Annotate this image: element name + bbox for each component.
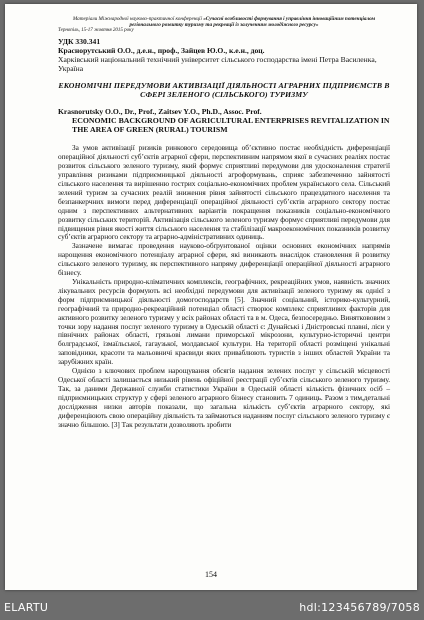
paragraph: Зазначене вимагає проведення науково-обґрунтованої оцінки основних економічних напрямів нарощення економічного потенціалу аграрної сфери, які виникають внаслідок становлення й розвитку сільського зеленого туризму, як перспективного напряму диференціації операційної діяльності аграрного бізнесу. (58, 241, 390, 278)
page-content (58, 16, 390, 429)
title-ua: ЕКОНОМІЧНІ ПЕРЕДУМОВИ АКТИВІЗАЦІЇ ДІЯЛЬНОСТІ АГРАРНИХ ПІДПРИЄМСТВ В СФЕРІ ЗЕЛЕНОГО (СІЛЬСЬКОГО) ТУРИЗМУ (58, 81, 390, 100)
paragraph: Унікальність природно-кліматичних комплексів, географічних, рекреаційних умов, наявність значних лікувальних ресурсів формують всі необхідні передумови для активізації зеленого туризму як однієї з форм підприємницької діяльності домогосподарств [5]. Значний соціальний, історико-культурний, географічний та природно-рекреаційний потенціал області створює комплекс сприятливих факторів для активного розвитку зеленого туризму у всіх районах області та в м. Одеса, безпосередньо. Виняткововим з точки зору надання послуг зеленого туризму в Одеській області є: Дунайські і Дністровські плавні, ліси у північних районах області, грязьові лимани приморської мікрозони, культурно-історичні центри болградської, ізмаїльської, гагаузької, молдавської культури. На території області розміщені унікальні заповідники, красоти та мальовничі краєвиди яких приваблюють туристів з інших областей України та зарубіжних країн. (58, 277, 390, 367)
authors-ua: Краснорутський О.О., д.е.н., проф., Зайцев Ю.О., к.е.н., доц. (58, 46, 265, 56)
title-en: ECONOMIC BACKGROUND OF AGRICULTURAL ENTERPRISES REVITALIZATION IN THE AREA OF GREEN (RURAL) TOURISM (72, 116, 390, 135)
page-number: 154 (205, 570, 217, 579)
conference-header (58, 16, 390, 28)
header-line1-prefix: Матеріали Міжнародної науково-практичної конференції (72, 16, 202, 22)
body-text (58, 144, 390, 429)
header-line1-bold: «Сучасні особливості формування і управління (203, 16, 312, 22)
repository-label: ELARTU (4, 601, 49, 614)
udk-code: УДК 330.341 (58, 37, 101, 47)
paragraph: За умов активізації ризиків ринкового середовища об’єктивно постає необхідність диференціації операційної діяльності суб’єктів аграрної сфери, перспективним напрямом якої в сучасних реаліях постає розвиток сільського зеленого туризму, який формує сприятливі передумови для удосконалення стратегії управління ризиками підприємницької діяльності агроформувань, сприяє забезпеченню зайнятості сільського населення та вирішенню гострих соціально-економічних проблем українського села. Сільський зелений туризм за сучасних реалій зниження рівня зайнятості сільського працездатного населення та безпанкерчних вимоги перед диференціації операційної діяльності суб’єктів аграрного сектору постає одним з перспективних альтернативних варіантів покращення показників соціально-економічного розвитку сільських територій. Активізація сільського зеленого туризму формує сприятливі передумови для підвищення рівня якості життя сільського населення та стабілізації макроекономічних показників розвитку суб’єктів аграрного сектору та аграрно-адміністративних одиниць. (58, 143, 390, 242)
header-line2-bold: інноваційним потенціалом регіонального розвитку туризму та рекреації із залученням молодіжного ресурсу» (129, 16, 376, 29)
conference-date: Тернопіль, 15-17 жовтня 2015 року (58, 28, 134, 34)
handle-identifier: hdl:123456789/7058 (299, 601, 420, 614)
authors-en: Krasnorutskу O.O., Dr., Prof., Zaitsev Y.O., Ph.D., Assoc. Prof. (58, 107, 262, 117)
document-page (5, 4, 417, 590)
paragraph: Однією з ключових проблем нарощування обсягів надання зелених послуг у сільській місцевості Одеської області залишається низький рівень офіційної реєстрації суб’єктів сільського зеленого туризму. Так, за даними Державної служби статистики України в Одеській області кількість фізичних осіб – підприємницьких структур у сфері зеленого аграрного бізнесу становить 7 одиниць. Разом з тим,детальні дослідження низки авторів показали, що загальна кількість суб’єктів аграрного сектору, які диференціюють свою операційну діяльність та займаються наданням послуг сільського зеленого туризму є значно більшою. [3] Так результати дозволяють зробити (58, 366, 390, 429)
affiliation-ua: Харківський національний технічний університет сільського господарства імені Петра Василенка, Україна (58, 55, 377, 74)
